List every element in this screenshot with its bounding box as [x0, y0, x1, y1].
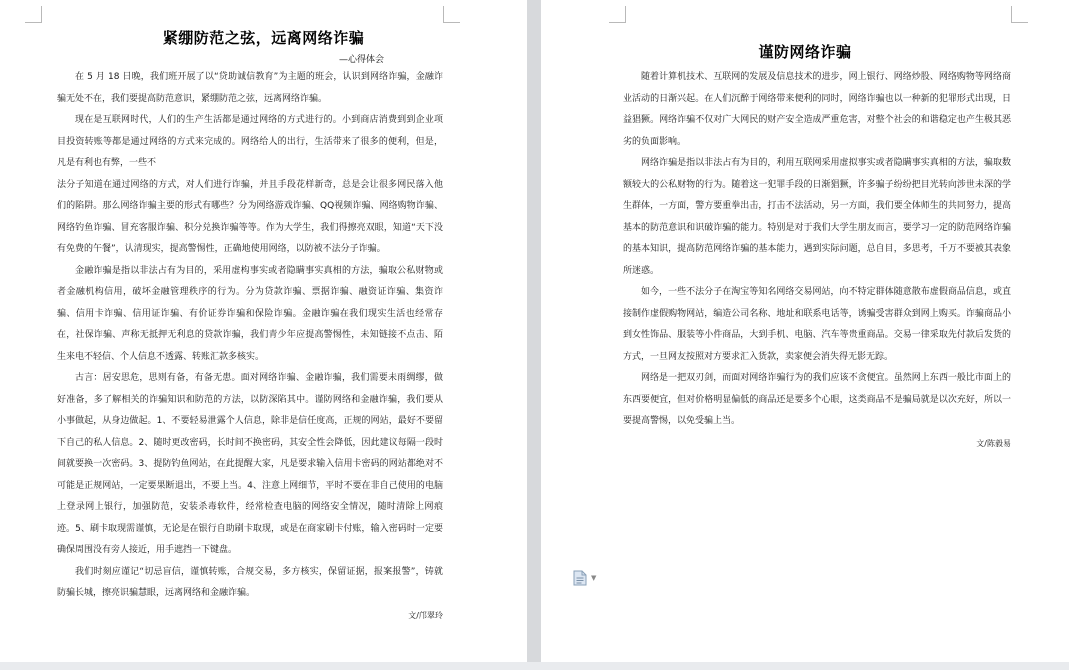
- page-corner-mark: [1011, 6, 1028, 23]
- document-subtitle: —心得体会: [338, 55, 384, 65]
- paragraph: 随着计算机技术、互联网的发展及信息技术的进步，网上银行、网络炒股、网络购物等网络商业活动的日渐兴起。在人们沉醉于网络带来便利的同时，网络诈骗也以一种新的犯罪形式出现，日益猖獗。网络诈骗不仅对广大网民的财产安全造成严重危害，对整个社会的和谐稳定也产生极其恶劣的负面影响。: [623, 72, 1011, 147]
- paragraph: 我们时刻应谨记“切忌盲信，谨慎转账，合规交易，多方核实，保留证据，报案报警”，铸就防骗长城，擦亮识骗慧眼，远离网络和金融诈骗。: [57, 566, 443, 598]
- page-corner-mark: [609, 6, 626, 23]
- document-title: 紧绷防范之弦，远离网络诈骗: [162, 29, 365, 47]
- paragraph: 法分子知道在通过网络的方式，对人们进行诈骗，并且手段花样新奇，总是会让很多网民落入他们的陷阱。那么网络诈骗主要的形式有哪些？分为网络游戏诈骗、QQ视频诈骗、网络购物诈骗、网络钓鱼诈骗、冒充客服诈骗、积分兑换诈骗等等。作为大学生，我们得擦亮双眼，知道“天下没有免费的午餐”，认清现实，提高警惕性，正确地使用网络，以防被不法分子诈骗。: [57, 179, 443, 254]
- signature: 文/邝翠玲: [408, 610, 443, 620]
- chevron-down-icon[interactable]: ▼: [591, 574, 597, 582]
- paragraph: 如今，一些不法分子在淘宝等知名网络交易网站，向不特定群体随意散布虚假商品信息，或直接制作虚假购物网站，编造公司名称、地址和联系电话等，诱骗受害群众到网上购买。诈骗商品小到女性饰品、服装等小件商品，大到手机、电脑、汽车等贵重商品。交易一律采取先付款后发货的方式，一旦网友按照对方要求汇入货款，卖家便会消失得无影无踪。: [623, 287, 1011, 362]
- page-gap: [527, 0, 541, 662]
- bottom-status-strip: [0, 662, 1069, 670]
- signature: 文/陈毅易: [976, 438, 1011, 448]
- page-corner-mark: [443, 6, 460, 23]
- document-body: [57, 67, 443, 626]
- paragraph: 金融诈骗是指以非法占有为目的，采用虚构事实或者隐瞒事实真相的方法，骗取公私财物或者金融机构信用，破坏金融管理秩序的行为。分为贷款诈骗、票据诈骗、融资证诈骗、集资诈骗、信用卡诈骗、信用证诈骗、有价证券诈骗和保险诈骗。金融诈骗在我们现实生活也经常存在，社保诈骗、声称无抵押无利息的贷款诈骗，我们青少年应提高警惕性，未知链接不点击、陌生来电不轻信、个人信息不透露、转账汇款多核实。: [57, 265, 443, 362]
- paragraph: 网络诈骗是指以非法占有为目的，利用互联网采用虚拟事实或者隐瞒事实真相的方法，骗取数额较大的公私财物的行为。随着这一犯罪手段的日渐猖獗，许多骗子纷纷把目光转向涉世未深的学生群体，一方面，警方要重拳出击，打击不法活动，另一方面，我们要全体师生的共同努力，提高基本的防范意识和识破诈骗的能力。特别是对于我们大学生朋友而言，要学习一定的防范网络诈骗的基本知识，提高防范网络诈骗的基本能力，遇到实际问题，总自目，多思考，千万不要被其表象所迷惑。: [623, 158, 1011, 276]
- paragraph: 古言：居安思危，思则有备，有备无患。面对网络诈骗、金融诈骗，我们需要未雨绸缪，做好准备，多了解相关的诈骗知识和防范的方法，以防深陷其中。谨防网络和金融诈骗，我们要从小事做起，从身边做起。1、不要轻易泄露个人信息，除非是信任度高，正规的网站，最好不要留下自己的私人信息。2、随时更改密码，长时间不换密码，其安全性会降低，因此建议每隔一段时间就要换一次密码。3、提防钓鱼网站，在此提醒大家，凡是要求输入信用卡密码的网站都绝对不可能是正规网站，一定要果断退出，不要上当。4、注意上网细节，平时不要在非自己使用的电脑上登录网上银行，加强防范，安装杀毒软件，经常检查电脑的网络安全情况，随时清除上网痕迹。5、刷卡取现需谨慎，无论是在银行自助刷卡取现，或是在商家刷卡付账，输入密码时一定要确保周围没有旁人接近，用手遮挡一下键盘。: [57, 373, 443, 555]
- document-icon[interactable]: [573, 570, 587, 586]
- document-page-left: [0, 0, 527, 662]
- document-body: [623, 67, 1011, 454]
- document-title: 谨防网络诈骗: [758, 43, 852, 61]
- document-page-right: [541, 0, 1069, 662]
- page-corner-mark: [25, 6, 42, 23]
- paragraph: 现在是互联网时代，人们的生产生活都是通过网络的方式进行的。小到商店消费到到企业项目投资转账等都是通过网络的方式来完成的。网络给人的出行，生活带来了很多的便利，但是，凡是有利也有弊，一些不: [57, 115, 443, 168]
- paragraph: 在 5 月 18 日晚，我们班开展了以“贷助诚信教育”为主题的班会，认识到网络诈骗，金融诈骗无处不在，我们要提高防范意识，紧绷防范之弦，远离网络诈骗。: [57, 72, 443, 104]
- paragraph: 网络是一把双刃剑，而面对网络诈骗行为的我们应该不贪便宜。虽然网上东西一般比市面上的东西要便宜，但对价格明显偏低的商品还是要多个心眼，这类商品不是骗局就是以次充好，所以一要提高警惕，以免受骗上当。: [623, 373, 1011, 426]
